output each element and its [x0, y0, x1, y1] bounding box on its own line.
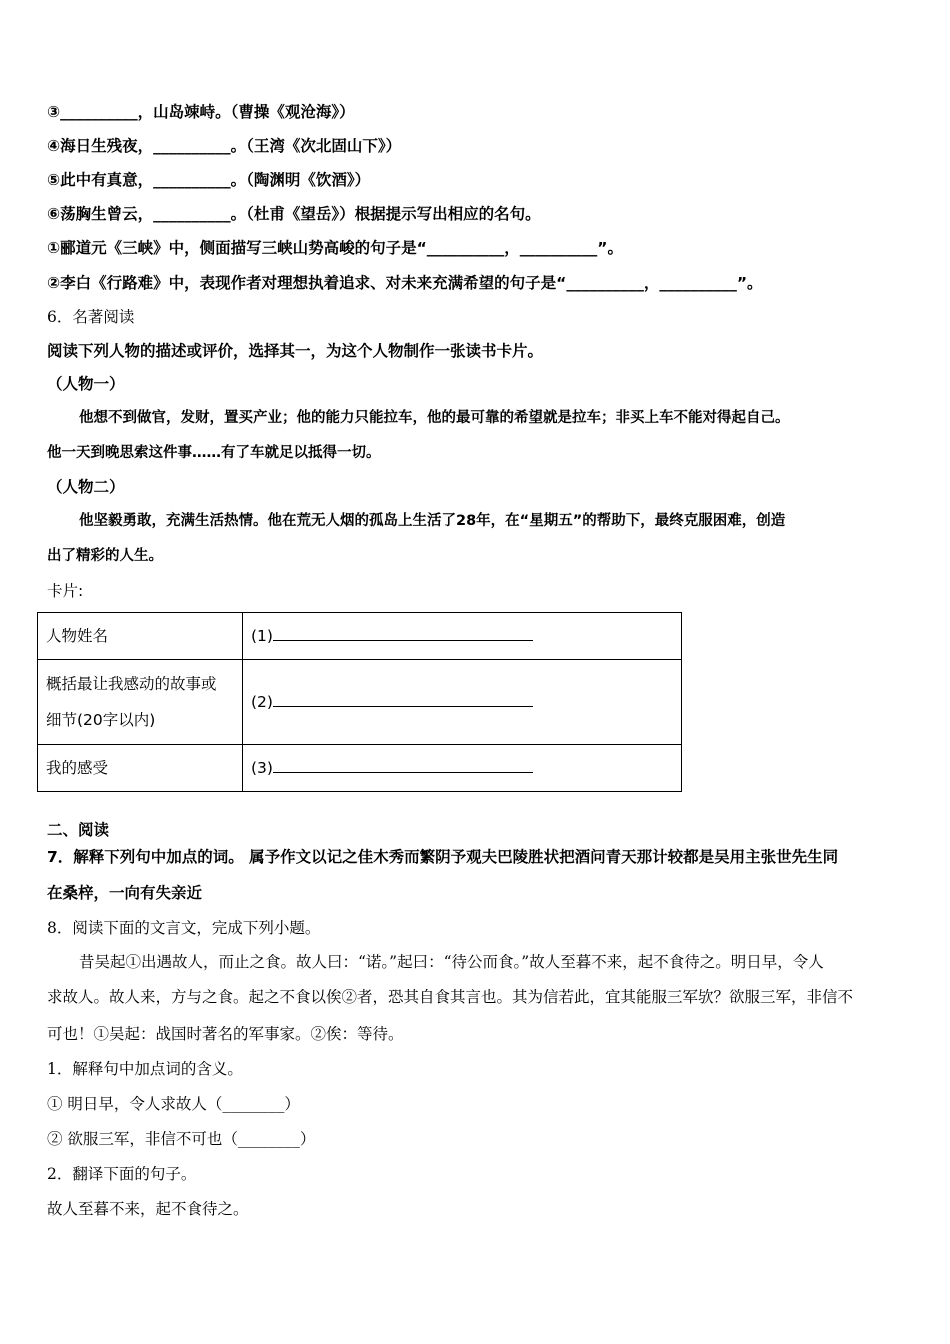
table-row	[38, 613, 682, 660]
passage-text: 求故人。故人来，方与之食。起之不食以俟②者，恐其自食其言也。其为信若此，宜其能服三军欤？欲服三军，非信不	[47, 988, 854, 1006]
subquestion-2a: 故人至暮不来，起不食待之。	[47, 1200, 249, 1218]
person-2-text: 他坚毅勇敢，充满生活热情。他在荒无人烟的孤岛上生活了28年，在“星期五”的帮助下，最终克服困难，创造	[79, 513, 786, 529]
poem-line: ⑥荡胸生曾云，__________。（杜甫《望岳》）根据提示写出相应的名句。	[47, 205, 541, 223]
reading-card-table	[37, 612, 682, 792]
passage-text: 昔吴起①出遇故人，而止之食。故人曰：“诺。”起曰：“待公而食。”故人至暮不来，起不食待之。明日早，令人	[79, 953, 824, 971]
question-6-title: 6．名著阅读	[47, 308, 135, 326]
card-field-label: 我的感受	[38, 745, 243, 792]
question-6-instruction: 阅读下列人物的描述或评价，选择其一，为这个人物制作一张读书卡片。	[47, 342, 544, 360]
poem-line: ③__________，山岛竦峙。（曹操《观沧海》）	[47, 103, 355, 121]
person-1-label: （人物一）	[47, 375, 125, 393]
person-2-label: （人物二）	[47, 478, 125, 496]
question-7-text: 7．解释下列句中加点的词。 属予作文以记之佳木秀而繁阴予观夫巴陵胜状把酒问青天那计较都是吴用主张世先生同	[47, 848, 839, 866]
subquestion-2: 2．翻译下面的句子。	[47, 1165, 197, 1183]
passage-notes: 可也！①吴起：战国时著名的军事家。②俟：等待。	[47, 1025, 404, 1043]
table-row	[38, 745, 682, 792]
question-7-text: 在桑梓，一向有失亲近	[47, 884, 203, 902]
card-field-label: 概括最让我感动的故事或 细节(20字以内)	[38, 660, 243, 745]
subquestion-1: 1．解释句中加点词的含义。	[47, 1060, 243, 1078]
section-heading: 二、阅读	[47, 821, 110, 839]
card-field-answer[interactable]: (3)	[243, 745, 682, 792]
subquestion-1a: ① 明日早，令人求故人（________）	[47, 1095, 300, 1113]
poem-line: ⑤此中有真意，__________。（陶渊明《饮酒》）	[47, 171, 371, 189]
person-1-text: 他想不到做官，发财，置买产业；他的能力只能拉车，他的最可靠的希望就是拉车；非买上车不能对得起自己。	[79, 410, 790, 426]
card-field-label: 人物姓名	[38, 613, 243, 660]
question-8-title: 8．阅读下面的文言文，完成下列小题。	[47, 919, 321, 937]
card-field-answer[interactable]: (1)	[243, 613, 682, 660]
person-1-text: 他一天到晚思索这件事……有了车就足以抵得一切。	[47, 445, 381, 461]
card-label: 卡片:	[47, 582, 84, 600]
subquestion-1b: ② 欲服三军，非信不可也（________）	[47, 1130, 316, 1148]
person-2-text: 出了精彩的人生。	[47, 548, 163, 564]
poem-line: ④海日生残夜，__________。（王湾《次北固山下》）	[47, 137, 402, 155]
card-field-answer[interactable]: (2)	[243, 660, 682, 745]
table-row	[38, 660, 682, 745]
poem-line: ①郦道元《三峡》中，侧面描写三峡山势高峻的句子是“__________，__________”。	[47, 239, 623, 257]
poem-line: ②李白《行路难》中，表现作者对理想执着追求、对未来充满希望的句子是“__________，__________”。	[47, 274, 763, 292]
